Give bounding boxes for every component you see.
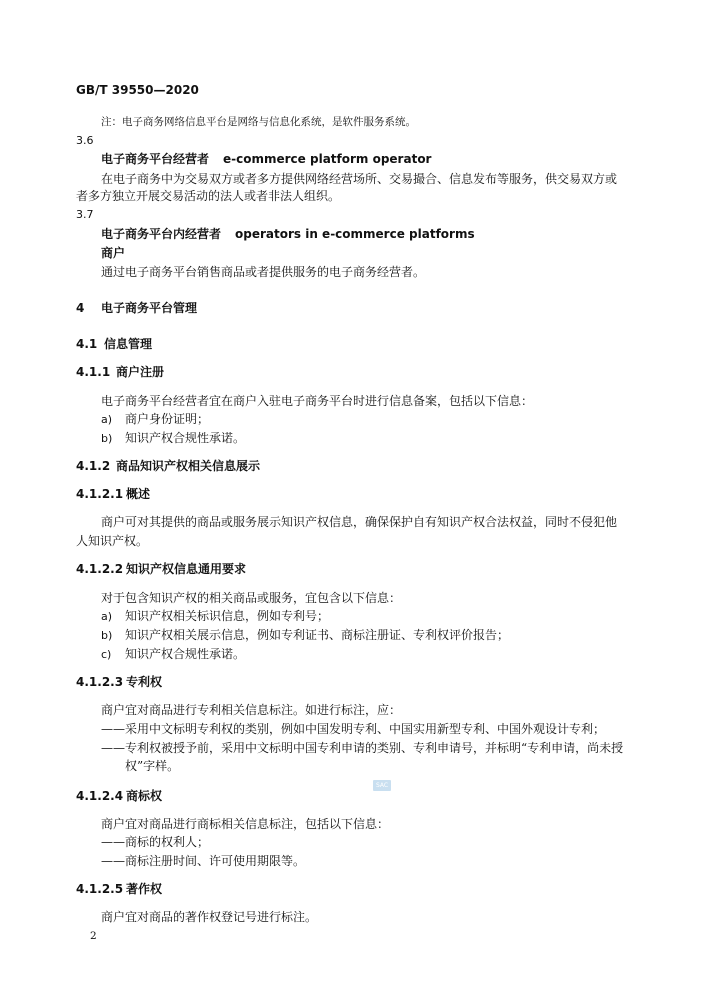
list-item-text: 知识产权相关标识信息，例如专利号； <box>125 609 330 623</box>
heading-title: 专利权 <box>126 675 163 689</box>
list-item-text: 商户身份证明； <box>125 412 210 426</box>
section-4-1-2-3-intro: 商户宜对商品进行专利相关信息标注。如进行标注，应： <box>101 703 402 717</box>
dash-item: ——商标的权利人； <box>101 835 210 849</box>
section-4-1-2-4-intro: 商户宜对商品进行商标相关信息标注，包括以下信息： <box>101 817 390 831</box>
clause-3-7-term <box>101 226 475 242</box>
clause-3-6-term <box>101 151 431 167</box>
section-4-1-2-5-heading <box>76 881 162 897</box>
section-4-1-heading <box>76 336 152 352</box>
clause-3-7-admitted-term: 商户 <box>101 246 126 260</box>
dash-item: ——商标注册时间、许可使用期限等。 <box>101 854 306 868</box>
list-item-text: 知识产权合规性承诺。 <box>125 431 246 445</box>
heading-number: 4.1.2.1 <box>76 487 124 501</box>
page-number: 2 <box>90 930 97 942</box>
section-4-1-2-1-heading <box>76 486 150 502</box>
list-item-text: 知识产权相关展示信息，例如专利证书、商标注册证、专利权评价报告； <box>125 628 510 642</box>
section-4-1-2-5-text: 商户宜对商品的著作权登记号进行标注。 <box>101 910 318 924</box>
standard-id: GB/T 39550—2020 <box>76 83 199 97</box>
list-item-mark: c) <box>101 648 112 661</box>
section-4-1-2-1-text-line2: 人知识产权。 <box>76 534 149 548</box>
heading-number: 4.1.2.3 <box>76 675 124 689</box>
dash-item: ——专利权被授予前，采用中文标明中国专利申请的类别、专利申请号，并标明“专利申请，尚未授 <box>101 741 624 755</box>
section-4-1-2-4-heading <box>76 788 162 804</box>
clause-3-6-definition-line2: 者多方独立开展交易活动的法人或者非法人组织。 <box>76 189 341 203</box>
list-item-mark: a) <box>101 610 113 623</box>
note: 注：电子商务网络信息平台是网络与信息化系统，是软件服务系统。 <box>101 116 416 128</box>
section-4-1-2-2-heading <box>76 561 246 577</box>
clause-3-7-definition: 通过电子商务平台销售商品或者提供服务的电子商务经营者。 <box>101 265 426 279</box>
sac-watermark-logo: SAC <box>373 780 391 791</box>
list-item <box>101 608 329 625</box>
term-en: e-commerce platform operator <box>223 152 432 166</box>
heading-number: 4.1.2.2 <box>76 562 124 576</box>
clause-3-6-definition-line1: 在电子商务中为交易双方或者多方提供网络经营场所、交易撮合、信息发布等服务，供交易双方或 <box>101 172 618 186</box>
heading-number: 4.1.2 <box>76 459 111 473</box>
heading-number: 4 <box>76 301 85 315</box>
term-en: operators in e-commerce platforms <box>235 227 475 241</box>
list-item-mark: a) <box>101 413 113 426</box>
section-4-1-2-1-text-line1: 商户可对其提供的商品或服务展示知识产权信息，确保保护自有知识产权合法权益，同时不侵犯他 <box>101 515 618 529</box>
term-cn: 电子商务平台经营者 <box>101 152 210 166</box>
list-item <box>101 627 509 644</box>
list-item-mark: b) <box>101 629 113 642</box>
section-4-1-2-2-intro: 对于包含知识产权的相关商品或服务，宜包含以下信息： <box>101 591 402 605</box>
section-4-heading <box>76 300 197 316</box>
section-4-1-1-heading <box>76 364 164 380</box>
heading-number: 4.1.2.5 <box>76 882 124 896</box>
clause-3-6-number: 3.6 <box>76 134 94 147</box>
heading-number: 4.1.2.4 <box>76 789 124 803</box>
heading-title: 电子商务平台管理 <box>101 301 198 315</box>
list-item-mark: b) <box>101 432 113 445</box>
heading-title: 商标权 <box>126 789 163 803</box>
section-4-1-1-intro: 电子商务平台经营者宜在商户入驻电子商务平台时进行信息备案，包括以下信息： <box>101 394 534 408</box>
heading-title: 商户注册 <box>116 365 165 379</box>
list-item <box>101 430 245 447</box>
list-item <box>101 411 209 428</box>
heading-number: 4.1 <box>76 337 98 351</box>
heading-title: 著作权 <box>126 882 163 896</box>
dash-item-continuation: 权”字样。 <box>125 759 180 773</box>
term-cn: 电子商务平台内经营者 <box>101 227 222 241</box>
heading-title: 知识产权信息通用要求 <box>126 562 247 576</box>
heading-title: 商品知识产权相关信息展示 <box>116 459 261 473</box>
section-4-1-2-3-heading <box>76 674 162 690</box>
heading-number: 4.1.1 <box>76 365 111 379</box>
heading-title: 概述 <box>126 487 151 501</box>
clause-3-7-number: 3.7 <box>76 208 94 221</box>
dash-item: ——采用中文标明专利权的类别，例如中国发明专利、中国实用新型专利、中国外观设计专利； <box>101 722 606 736</box>
heading-title: 信息管理 <box>104 337 153 351</box>
list-item <box>101 646 245 663</box>
section-4-1-2-heading <box>76 458 260 474</box>
list-item-text: 知识产权合规性承诺。 <box>125 647 246 661</box>
